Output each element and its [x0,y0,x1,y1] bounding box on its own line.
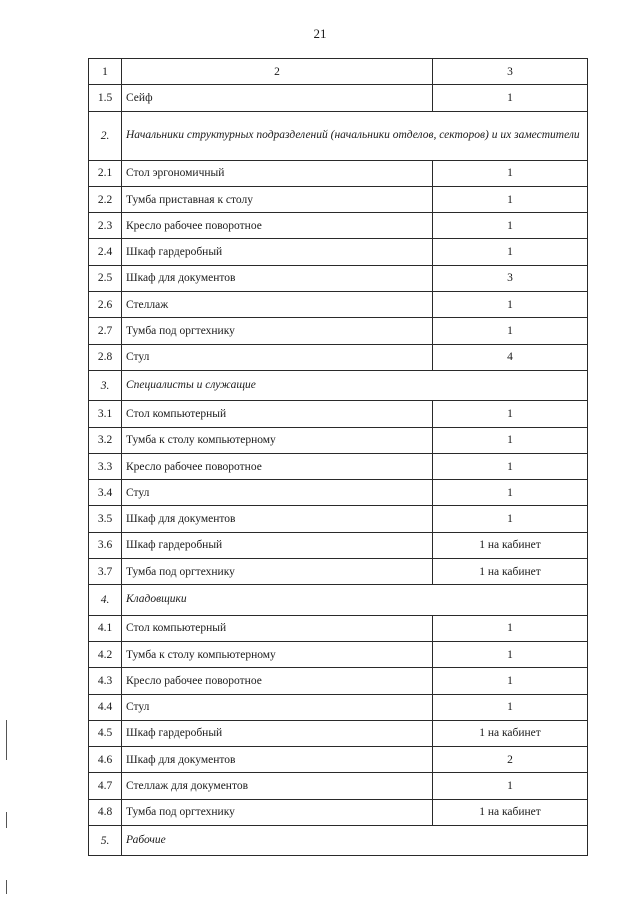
section-row [89,585,588,615]
item-quantity: 1 [433,318,588,344]
table-row [89,401,588,427]
table-row [89,668,588,694]
table-row [89,186,588,212]
item-number: 4.3 [89,668,122,694]
table-row [89,427,588,453]
page-number: 21 [313,26,327,41]
table-row [89,160,588,186]
furniture-table [88,58,588,856]
item-number: 2.8 [89,344,122,370]
item-number: 3.7 [89,559,122,585]
item-name: Стеллаж [122,292,433,318]
item-quantity: 1 на кабинет [433,532,588,558]
item-number: 3.5 [89,506,122,532]
item-quantity: 1 [433,506,588,532]
item-number: 4.2 [89,641,122,667]
item-number: 2.4 [89,239,122,265]
section-title: Кладовщики [122,585,588,615]
item-number: 2.3 [89,213,122,239]
item-quantity: 1 на кабинет [433,720,588,746]
item-number: 4.7 [89,773,122,799]
section-title: Специалисты и служащие [122,370,588,400]
header-cell-name: 2 [122,59,433,85]
scan-mark [6,812,7,828]
section-number: 3. [89,370,122,400]
table-row [89,85,588,111]
item-name: Тумба приставная к столу [122,186,433,212]
item-number: 2.6 [89,292,122,318]
item-name: Стол компьютерный [122,615,433,641]
item-name: Тумба под оргтехнику [122,799,433,825]
item-number: 4.5 [89,720,122,746]
item-quantity: 1 [433,401,588,427]
item-name: Сейф [122,85,433,111]
item-name: Стул [122,480,433,506]
section-title: Начальники структурных подразделений (начальники отделов, секторов) и их заместители [122,111,588,160]
item-quantity: 1 [433,694,588,720]
item-quantity: 1 [433,668,588,694]
item-name: Шкаф для документов [122,506,433,532]
item-quantity: 1 [433,160,588,186]
table-row [89,344,588,370]
header-cell-number: 1 [89,59,122,85]
item-quantity: 1 [433,85,588,111]
table-row [89,239,588,265]
item-number: 2.7 [89,318,122,344]
item-number: 3.1 [89,401,122,427]
table-row [89,213,588,239]
table-row [89,292,588,318]
table-row [89,318,588,344]
item-name: Шкаф гардеробный [122,720,433,746]
table-row [89,265,588,291]
item-name: Шкаф гардеробный [122,239,433,265]
table-row [89,506,588,532]
table-row [89,559,588,585]
table-row [89,480,588,506]
table-row [89,694,588,720]
item-quantity: 1 на кабинет [433,799,588,825]
scan-mark [6,880,7,894]
item-number: 4.6 [89,747,122,773]
item-quantity: 3 [433,265,588,291]
item-name: Стол компьютерный [122,401,433,427]
item-quantity: 1 [433,292,588,318]
item-name: Тумба к столу компьютерному [122,641,433,667]
item-number: 3.4 [89,480,122,506]
item-quantity: 1 [433,615,588,641]
item-quantity: 2 [433,747,588,773]
item-number: 4.8 [89,799,122,825]
item-number: 3.2 [89,427,122,453]
item-quantity: 1 [433,239,588,265]
item-quantity: 1 [433,453,588,479]
item-name: Шкаф для документов [122,265,433,291]
item-number: 4.4 [89,694,122,720]
table-header-row [89,59,588,85]
item-name: Кресло рабочее поворотное [122,453,433,479]
item-quantity: 1 [433,213,588,239]
section-number: 5. [89,826,122,856]
item-quantity: 1 [433,427,588,453]
item-number: 4.1 [89,615,122,641]
table-row [89,720,588,746]
item-quantity: 1 на кабинет [433,559,588,585]
item-name: Кресло рабочее поворотное [122,668,433,694]
item-quantity: 4 [433,344,588,370]
table-row [89,453,588,479]
item-number: 3.3 [89,453,122,479]
table-row [89,532,588,558]
item-quantity: 1 [433,186,588,212]
item-number: 3.6 [89,532,122,558]
item-name: Стул [122,694,433,720]
item-number: 2.1 [89,160,122,186]
item-quantity: 1 [433,641,588,667]
item-number: 1.5 [89,85,122,111]
item-quantity: 1 [433,480,588,506]
item-number: 2.2 [89,186,122,212]
item-number: 2.5 [89,265,122,291]
item-name: Шкаф гардеробный [122,532,433,558]
table-body [89,59,588,856]
table-row [89,747,588,773]
header-cell-quantity: 3 [433,59,588,85]
item-name: Стеллаж для документов [122,773,433,799]
section-row [89,111,588,160]
item-name: Тумба к столу компьютерному [122,427,433,453]
section-number: 4. [89,585,122,615]
table-row [89,799,588,825]
table-row [89,773,588,799]
table-row [89,641,588,667]
section-number: 2. [89,111,122,160]
scan-mark [6,720,7,760]
section-row [89,826,588,856]
item-quantity: 1 [433,773,588,799]
item-name: Стол эргономичный [122,160,433,186]
item-name: Шкаф для документов [122,747,433,773]
section-title: Рабочие [122,826,588,856]
table-row [89,615,588,641]
section-row [89,370,588,400]
item-name: Кресло рабочее поворотное [122,213,433,239]
item-name: Тумба под оргтехнику [122,559,433,585]
item-name: Тумба под оргтехнику [122,318,433,344]
item-name: Стул [122,344,433,370]
